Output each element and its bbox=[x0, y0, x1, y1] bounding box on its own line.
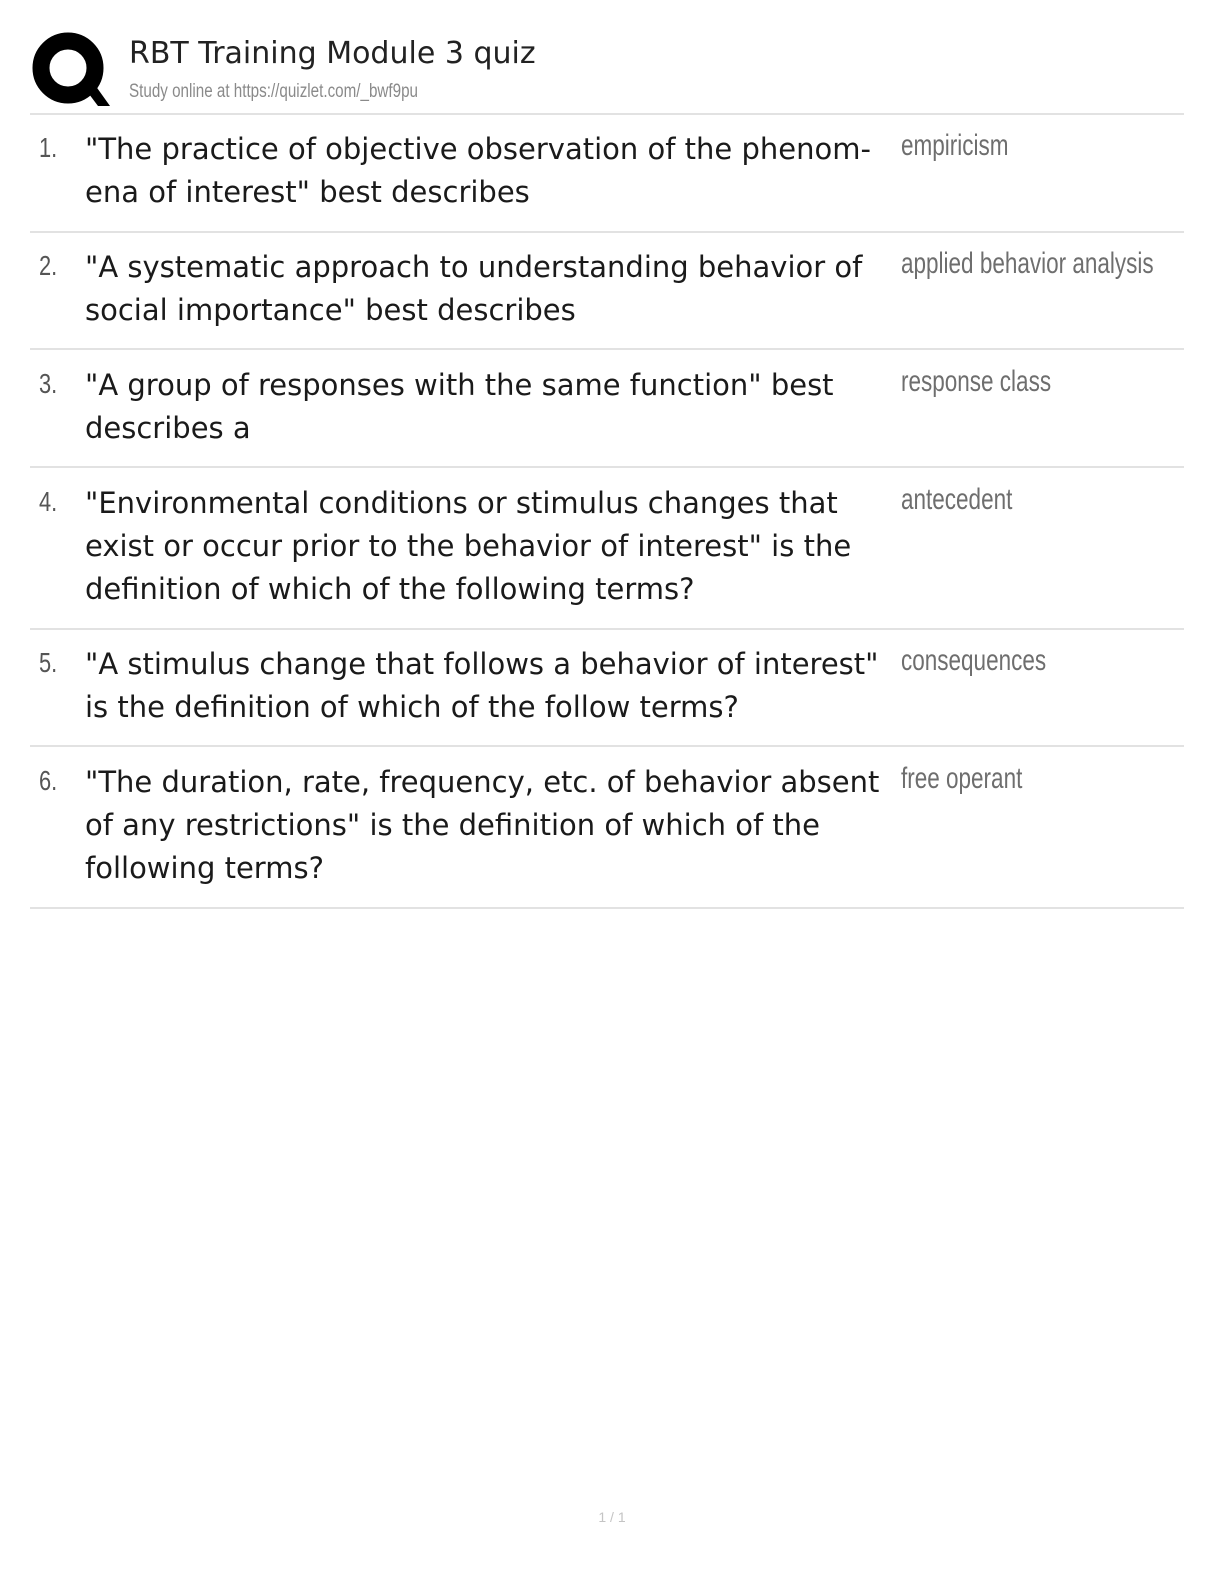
question-number: 2. bbox=[39, 250, 58, 281]
question-number: 4. bbox=[39, 486, 58, 517]
row-divider bbox=[30, 231, 1184, 233]
question-text: "The practice of objective observation of the phenom-ena of interest" best describes bbox=[85, 132, 871, 209]
quizlet-q-logo-icon bbox=[30, 30, 110, 110]
question-row bbox=[30, 761, 1184, 893]
question-text: "A systematic approach to understanding behavior of social importance" best describes bbox=[85, 250, 863, 327]
answer-term: response class bbox=[901, 365, 1052, 398]
question-row bbox=[30, 364, 1184, 454]
question-number: 6. bbox=[39, 765, 58, 796]
question-row bbox=[30, 482, 1184, 614]
question-number: 3. bbox=[39, 368, 58, 399]
study-online-link[interactable]: Study online at https://quizlet.com/_bwf9pu bbox=[129, 81, 418, 102]
answer-term: empiricism bbox=[901, 129, 1009, 162]
question-text: "The duration, rate, frequency, etc. of behavior absent of any restrictions" is the definition of which of the following terms? bbox=[85, 765, 880, 885]
answer-term: consequences bbox=[901, 644, 1047, 677]
answer-term: antecedent bbox=[901, 483, 1013, 516]
header-divider bbox=[30, 113, 1184, 115]
question-number: 5. bbox=[39, 647, 58, 678]
answer-term: applied behavior analysis bbox=[901, 247, 1154, 280]
row-divider bbox=[30, 745, 1184, 747]
row-divider bbox=[30, 628, 1184, 630]
question-text: "A group of responses with the same function" best describes a bbox=[85, 368, 834, 445]
question-row bbox=[30, 128, 1184, 218]
page-number: 1 / 1 bbox=[598, 1509, 626, 1525]
answer-term: free operant bbox=[901, 762, 1023, 795]
row-divider bbox=[30, 466, 1184, 468]
question-number: 1. bbox=[39, 132, 58, 163]
row-divider bbox=[30, 907, 1184, 909]
question-text: "Environmental conditions or stimulus changes that exist or occur prior to the behavior of interest" is the definition of which of the following terms? bbox=[85, 486, 852, 606]
question-row bbox=[30, 246, 1184, 336]
document-header bbox=[30, 28, 1184, 112]
row-divider bbox=[30, 348, 1184, 350]
question-row bbox=[30, 643, 1184, 733]
question-text: "A stimulus change that follows a behavior of interest" is the definition of which of the follow terms? bbox=[85, 647, 879, 724]
page-title: RBT Training Module 3 quiz bbox=[129, 36, 536, 71]
